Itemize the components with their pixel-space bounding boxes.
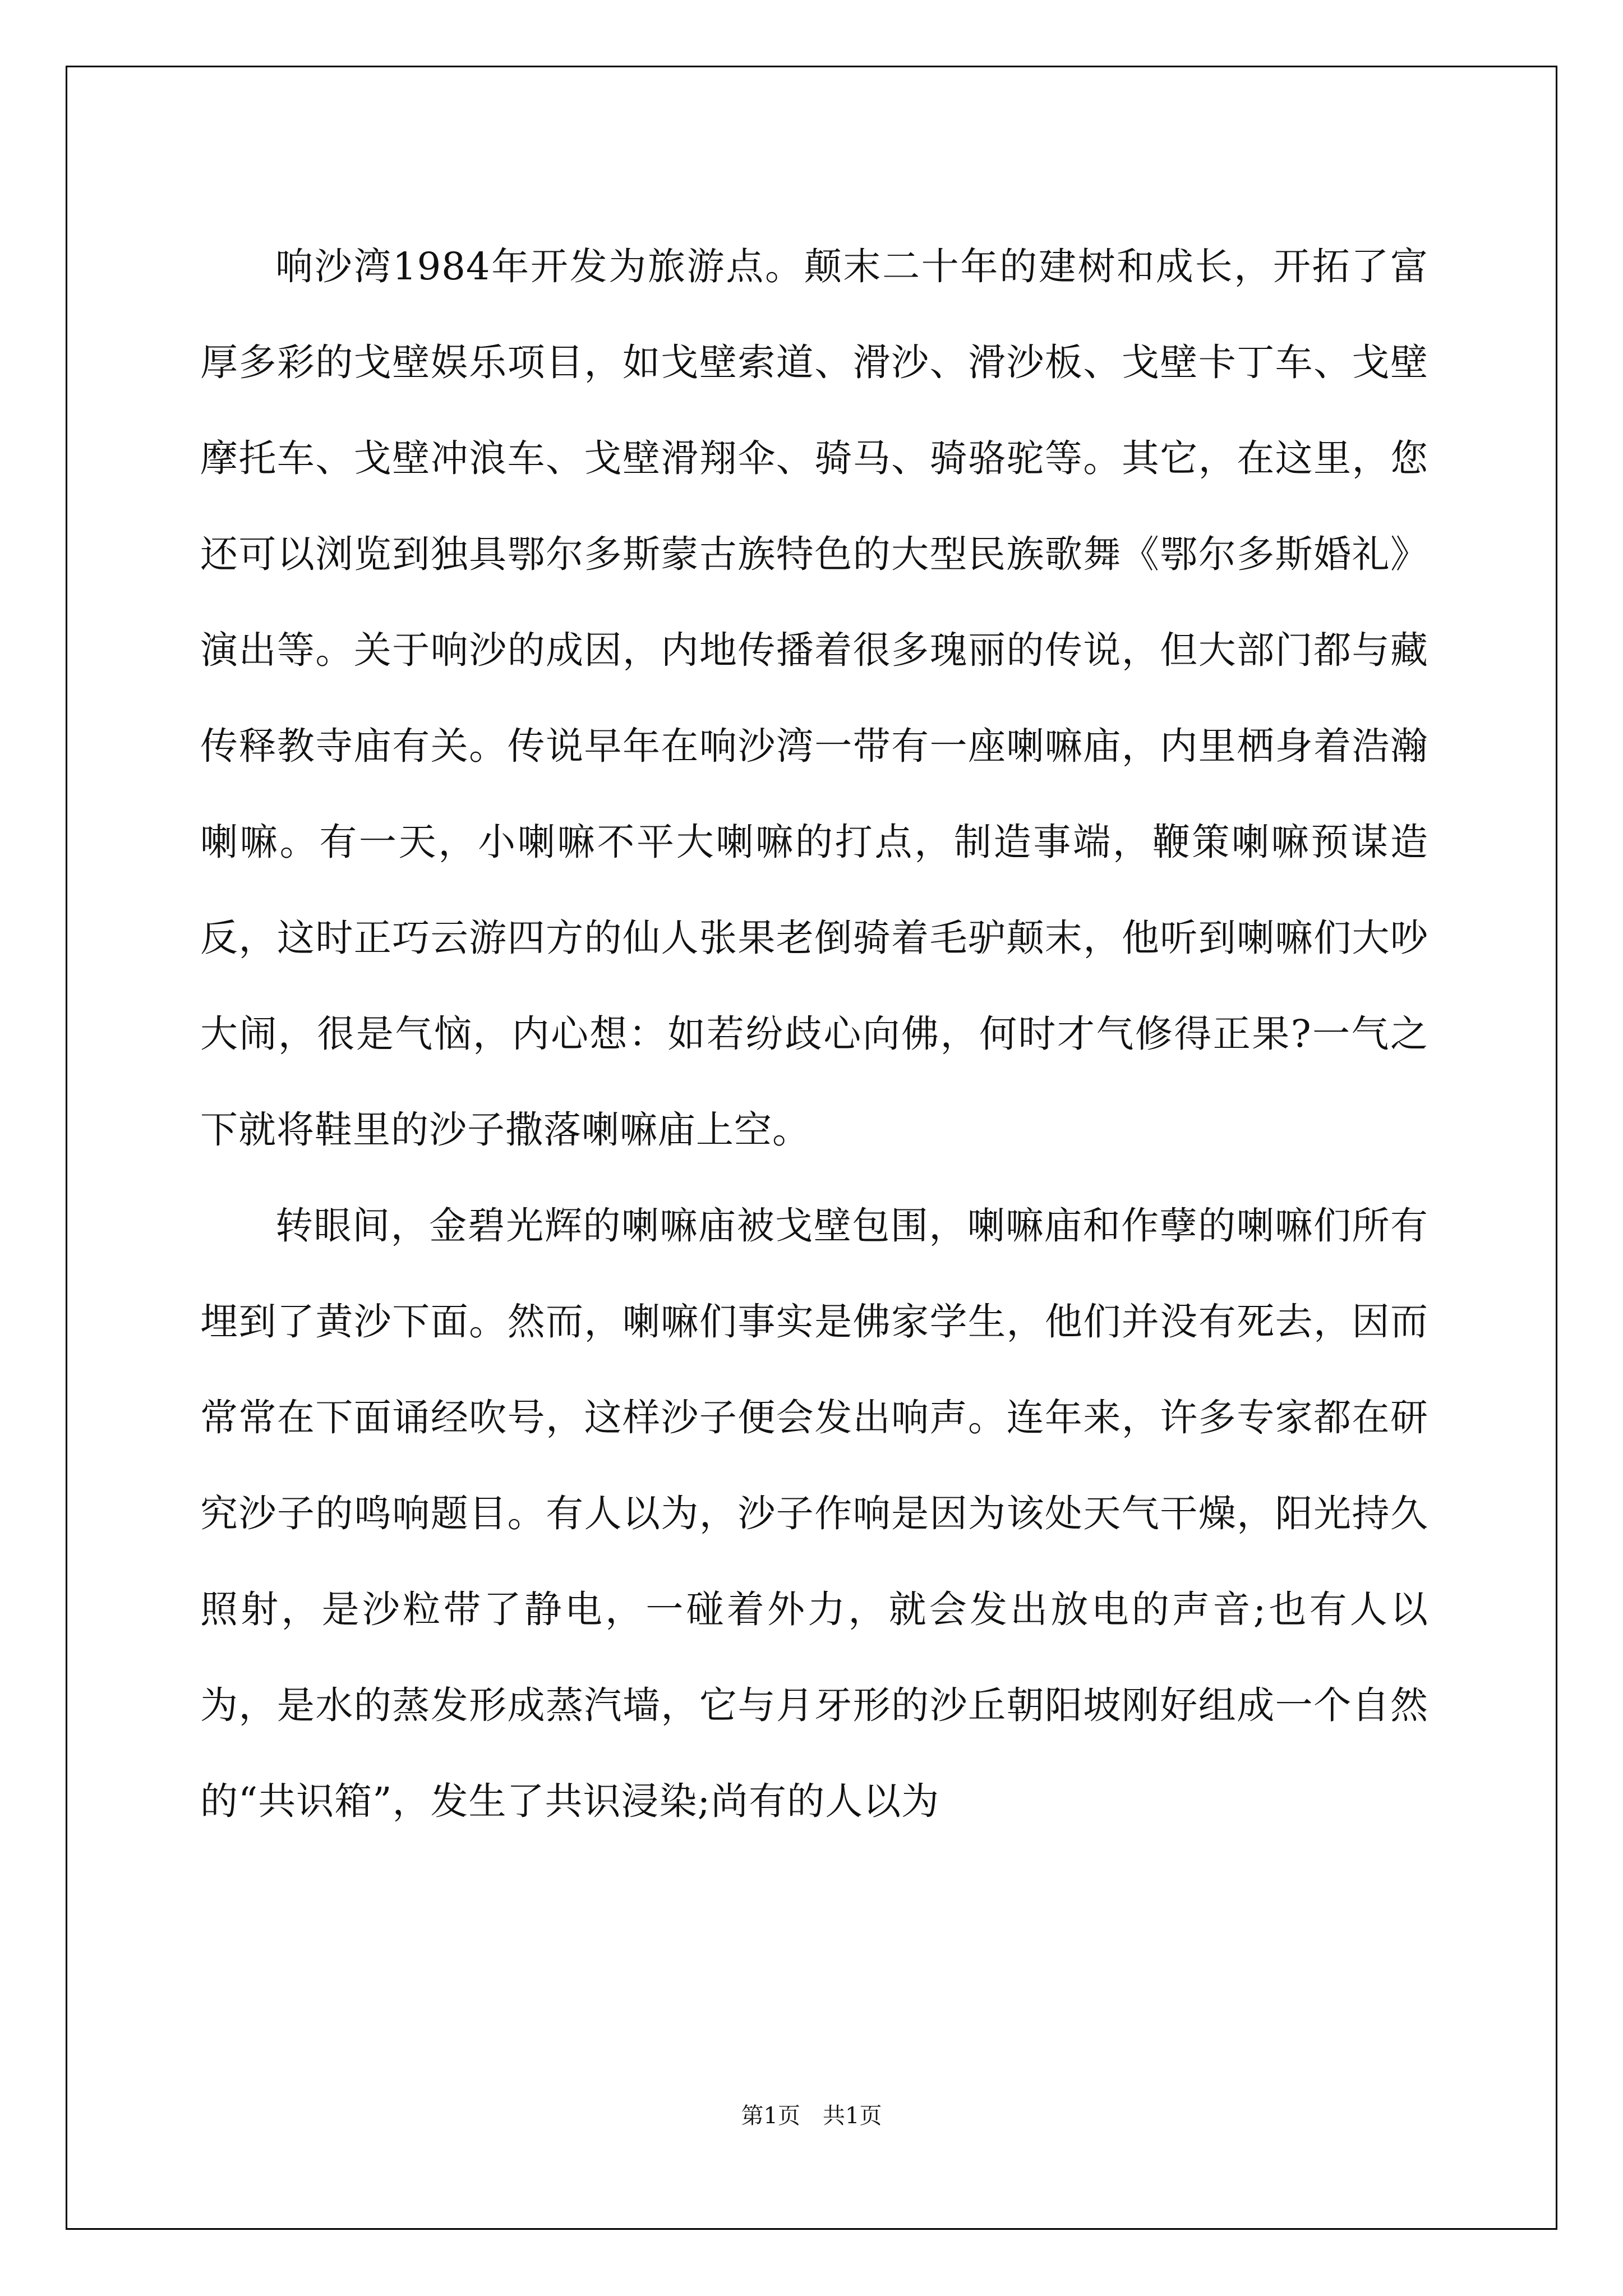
page-number: 第1页 共1页 — [741, 2103, 882, 2129]
paragraph-1: 响沙湾1984年开发为旅游点。颠末二十年的建树和成长，开拓了富厚多彩的戈壁娱乐项目，如戈壁索道、滑沙、滑沙板、戈壁卡丁车、戈壁摩托车、戈壁冲浪车、戈壁滑翔伞、骑马、骑骆驼等。其它，在这里，您还可以浏览到独具鄂尔多斯蒙古族特色的大型民族歌舞《鄂尔多斯婚礼》演出等。关于响沙的成因，内地传播着很多瑰丽的传说，但大部门都与藏传释教寺庙有关。传说早年在响沙湾一带有一座喇嘛庙，内里栖身着浩瀚喇嘛。有一天，小喇嘛不平大喇嘛的打点，制造事端，鞭策喇嘛预谋造反，这时正巧云游四方的仙人张果老倒骑着毛驴颠末，他听到喇嘛们大吵大闹，很是气恼，内心想：如若纷歧心向佛，何时才气修得正果?一气之下就将鞋里的沙子撒落喇嘛庙上空。 — [200, 245, 1428, 1152]
paragraph-2: 转眼间，金碧光辉的喇嘛庙被戈壁包围，喇嘛庙和作孽的喇嘛们所有埋到了黄沙下面。然而，喇嘛们事实是佛家学生，他们并没有死去，因而常常在下面诵经吹号，这样沙子便会发出响声。连年来，许多专家都在研究沙子的鸣响题目。有人以为，沙子作响是因为该处天气干燥，阳光持久照射，是沙粒带了静电，一碰着外力，就会发出放电的声音;也有人以为，是水的蒸发形成蒸汽墙，它与月牙形的沙丘朝阳坡刚好组成一个自然的“共识箱”，发生了共识浸染;尚有的人以为 — [200, 1204, 1428, 1823]
document-body — [200, 219, 1428, 1849]
